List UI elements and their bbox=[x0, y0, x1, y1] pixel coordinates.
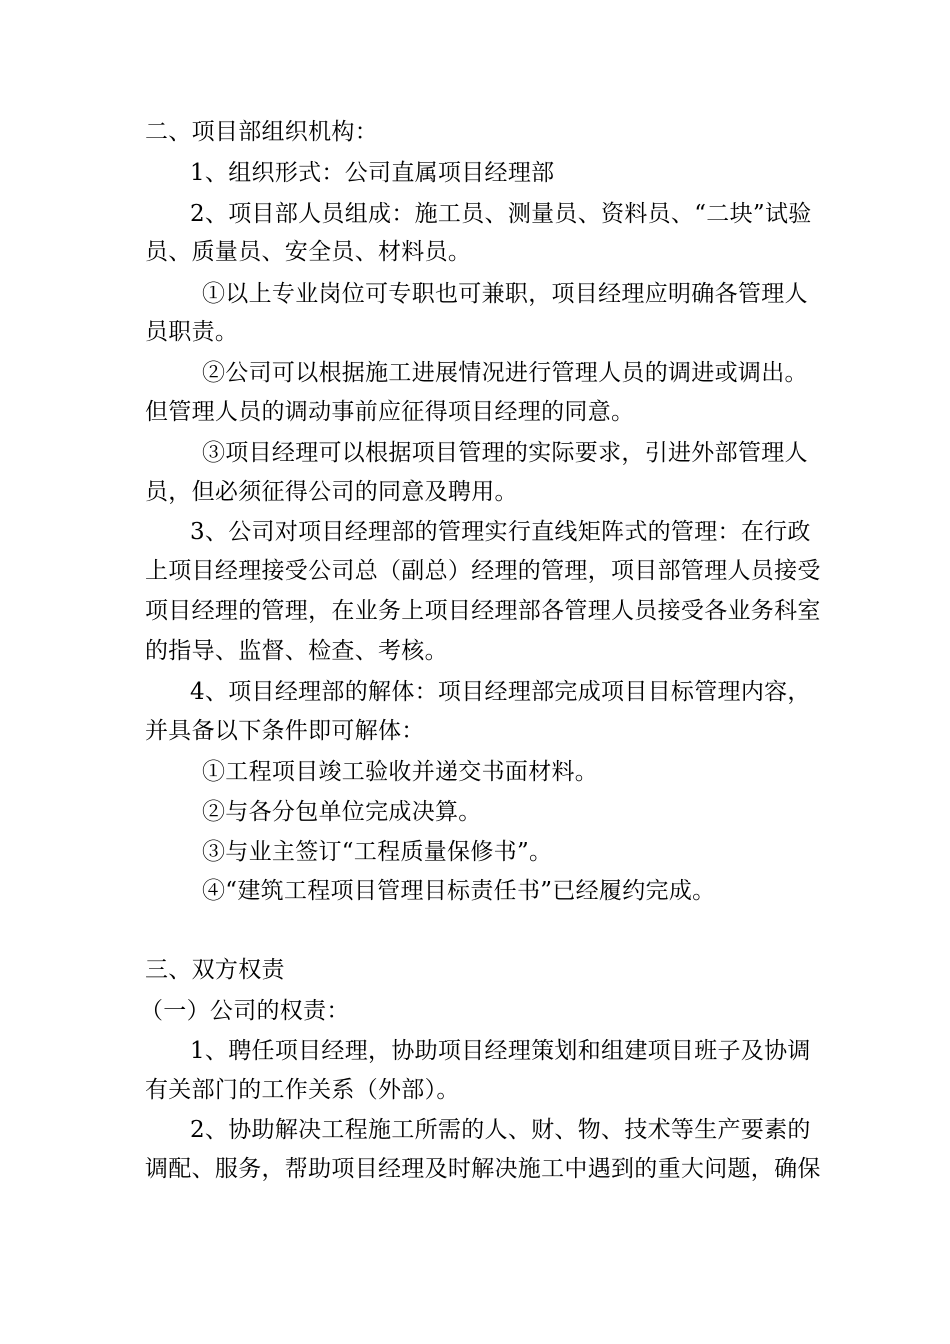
paragraph-line: 员，但必须征得公司的同意及聘用。 bbox=[145, 479, 518, 505]
paragraph-line: 员、质量员、安全员、材料员。 bbox=[145, 239, 472, 265]
paragraph-line: 员职责。 bbox=[145, 319, 239, 345]
paragraph-line: 调配、服务，帮助项目经理及时解决施工中遇到的重大问题，确保 bbox=[145, 1156, 821, 1182]
paragraph-line: 并具备以下条件即可解体： bbox=[145, 718, 425, 744]
section-heading: 二、项目部组织机构： bbox=[145, 119, 378, 145]
paragraph-line: 1、聘任项目经理，协助项目经理策划和组建项目班子及协调 bbox=[190, 1038, 811, 1064]
paragraph-line: 项目经理的管理，在业务上项目经理部各管理人员接受各业务科室 bbox=[145, 598, 821, 624]
list-item: ①工程项目竣工验收并递交书面材料。 bbox=[202, 759, 599, 785]
paragraph-line: 2、项目部人员组成：施工员、测量员、资料员、“二块”试验 bbox=[190, 201, 812, 227]
paragraph-line: 有关部门的工作关系（外部）。 bbox=[145, 1077, 460, 1103]
paragraph-line: 2、协助解决工程施工所需的人、财、物、技术等生产要素的 bbox=[190, 1117, 811, 1143]
paragraph-line: ①以上专业岗位可专职也可兼职，项目经理应明确各管理人 bbox=[202, 281, 808, 307]
list-item: ④“建筑工程项目管理目标责任书”已经履约完成。 bbox=[202, 878, 716, 904]
paragraph-line: 3、公司对项目经理部的管理实行直线矩阵式的管理：在行政 bbox=[190, 519, 811, 545]
paragraph-line: 1、组织形式：公司直属项目经理部 bbox=[190, 160, 555, 186]
list-item: ②与各分包单位完成决算。 bbox=[202, 799, 482, 825]
paragraph-line: ③项目经理可以根据项目管理的实际要求，引进外部管理人 bbox=[202, 440, 808, 466]
paragraph-line: 的指导、监督、检查、考核。 bbox=[145, 638, 448, 664]
paragraph-line: 但管理人员的调动事前应征得项目经理的同意。 bbox=[145, 399, 635, 425]
subsection-heading: （一）公司的权责： bbox=[140, 998, 350, 1024]
list-item: ③与业主签订“工程质量保修书”。 bbox=[202, 839, 553, 865]
paragraph-line: 上项目经理接受公司总（副总）经理的管理，项目部管理人员接受 bbox=[145, 558, 821, 584]
paragraph-line: ②公司可以根据施工进展情况进行管理人员的调进或调出。 bbox=[202, 360, 808, 386]
section-heading: 三、双方权责 bbox=[145, 957, 285, 983]
paragraph-line: 4、项目经理部的解体：项目经理部完成项目目标管理内容， bbox=[190, 679, 811, 705]
